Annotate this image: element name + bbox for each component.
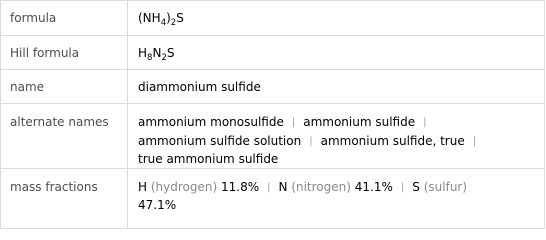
formula-part: S bbox=[176, 11, 184, 25]
hill-part: N bbox=[152, 46, 162, 60]
formula-subscript: 2 bbox=[170, 18, 177, 28]
hill-part: S bbox=[166, 46, 175, 60]
separator: | bbox=[472, 135, 477, 147]
element-symbol: N bbox=[278, 179, 288, 194]
formula-subscript: 4 bbox=[160, 18, 167, 28]
separator: | bbox=[423, 117, 427, 128]
row-name bbox=[1, 70, 545, 104]
value-hill-formula bbox=[128, 36, 545, 70]
hill-subscript: 8 bbox=[147, 53, 153, 63]
alternate-name: ammonium monosulfide bbox=[138, 115, 284, 129]
value-name: diammonium sulfide bbox=[128, 70, 545, 104]
row-hill-formula bbox=[1, 36, 545, 70]
element-symbol: H bbox=[138, 179, 148, 194]
value-mass-fractions bbox=[128, 168, 545, 228]
element-symbol: S bbox=[412, 179, 420, 194]
row-formula bbox=[1, 1, 545, 36]
separator: | bbox=[267, 181, 271, 193]
separator: | bbox=[291, 117, 296, 128]
element-name: (hydrogen) bbox=[150, 179, 218, 194]
label-formula: formula bbox=[1, 1, 128, 36]
label-mass-fractions: mass fractions bbox=[1, 168, 128, 228]
row-mass-fractions bbox=[1, 168, 545, 228]
separator: | bbox=[400, 181, 405, 193]
separator: | bbox=[309, 135, 313, 147]
hill-subscript: 2 bbox=[161, 53, 167, 63]
label-name: name bbox=[1, 70, 128, 104]
element-name: (nitrogen) bbox=[291, 179, 351, 194]
hill-part: H bbox=[138, 46, 148, 60]
formula-part: (NH bbox=[138, 11, 161, 25]
label-hill-formula: Hill formula bbox=[1, 36, 128, 70]
element-percent: 41.1% bbox=[354, 179, 393, 194]
alternate-name: true ammonium sulfide bbox=[138, 152, 279, 166]
element-name: (sulfur) bbox=[423, 179, 468, 194]
row-alternate-names bbox=[1, 104, 545, 169]
value-alternate-names bbox=[128, 104, 545, 169]
alternate-name: ammonium sulfide solution bbox=[138, 133, 302, 148]
element-percent: 11.8% bbox=[221, 179, 260, 194]
alternate-name: ammonium sulfide, true bbox=[320, 133, 465, 148]
element-percent: 47.1% bbox=[138, 198, 177, 212]
label-alternate-names: alternate names bbox=[1, 104, 128, 169]
formula-part: ) bbox=[166, 11, 171, 25]
alternate-name: ammonium sulfide bbox=[303, 115, 416, 129]
value-formula bbox=[128, 1, 545, 36]
